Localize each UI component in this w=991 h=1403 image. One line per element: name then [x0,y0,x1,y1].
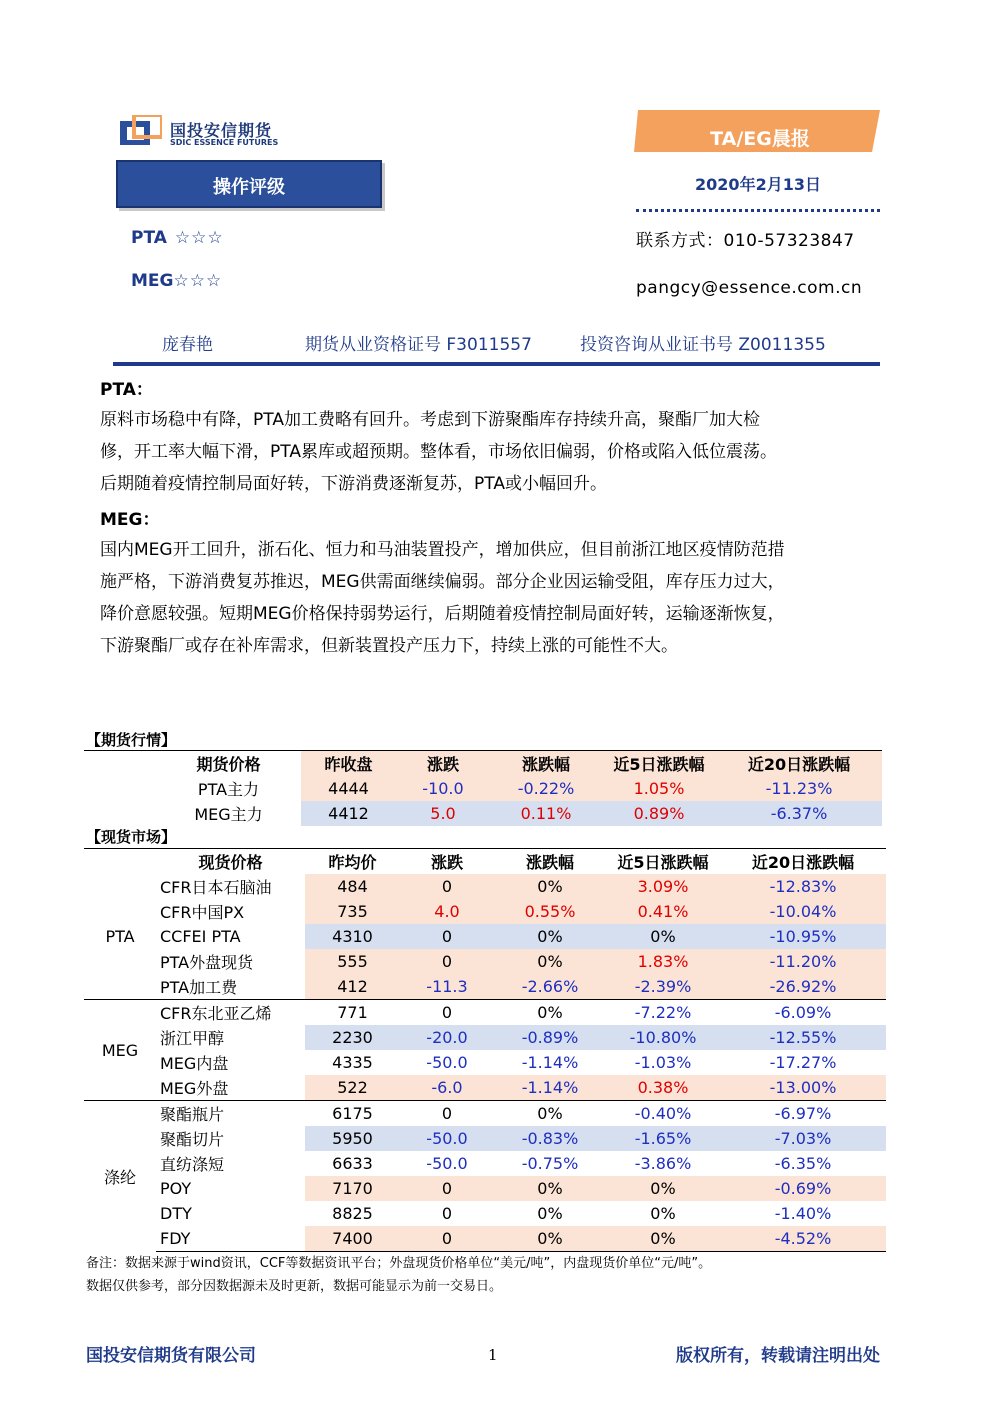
cell-pct: 0.11% [490,801,602,826]
meg-line: 下游聚酯厂或存在补库需求，但新装置投产压力下，持续上涨的可能性不大。 [100,636,678,656]
cell-chg: 4.0 [400,899,494,924]
cell-pct: -2.66% [494,974,606,1000]
spot-table [84,848,886,1252]
row-name: MEG外盘 [160,1079,229,1098]
cell-price: 7170 [305,1176,400,1201]
cell-d5: -2.39% [606,974,720,1000]
row-name: 直纺涤短 [160,1155,225,1174]
table-row [84,924,886,949]
footer-copyright: 版权所有，转载请注明出处 [676,1346,880,1366]
table-row [84,1075,886,1101]
cell-d5: 0% [606,1176,720,1201]
row-name: POY [160,1179,192,1198]
row-name: PTA外盘现货 [160,953,254,972]
header-cell: 近5日涨跌幅 [602,751,716,777]
note-line: 数据仅供参考，部分因数据源未及时更新，数据可能显示为前一交易日。 [86,1279,503,1294]
contact-email[interactable]: pangcy@essence.com.cn [636,278,863,298]
spot-label: 【现货市场】 [86,828,177,846]
cell-d20: -6.35% [774,1154,832,1173]
table-row [84,1025,886,1050]
cell-price: 412 [305,974,400,1000]
cell-chg: 5.0 [396,801,490,826]
row-name: 浙江甲醇 [160,1029,225,1048]
cell-pct: -0.83% [494,1126,606,1151]
pta-paragraph [100,404,890,500]
cell-d5: -10.80% [606,1025,720,1050]
cell-d20: -11.23% [716,776,882,801]
header-cell: 期货价格 [156,751,301,777]
cell-d5: -3.86% [634,1154,692,1173]
cell-close: 4444 [301,776,396,801]
cell-chg: 0 [400,924,494,949]
dotted-divider [636,209,880,212]
cell-d5: 3.09% [606,874,720,899]
company-name-cn: 国投安信期货 [170,121,273,140]
cell-price: 6175 [305,1101,400,1127]
header-cell: 涨跌 [400,849,494,875]
row-name: 聚酯切片 [160,1130,225,1149]
cell-d20: -11.20% [720,949,886,974]
cell-price: 7400 [305,1226,400,1252]
cell-pct: 0% [537,1204,563,1223]
table-row [84,1176,886,1201]
cell-price: 735 [305,899,400,924]
cell-pct: 0% [494,1226,606,1252]
cell-d5: 0.38% [606,1075,720,1101]
cell-d20: -12.83% [720,874,886,899]
cell-d5: -7.22% [606,1000,720,1026]
group-label: MEG [84,1000,156,1101]
cell-d5: 1.83% [606,949,720,974]
header-cell: 涨跌 [396,751,490,777]
cell-d5: -1.03% [634,1053,692,1072]
cell-chg: -50.0 [426,1053,468,1072]
meg-line: 降价意愿较强。短期MEG价格保持弱势运行，后期随着疫情控制局面好转，运输逐渐恢复， [100,604,785,624]
table-row [84,1101,886,1127]
cell-d20: -12.55% [720,1025,886,1050]
cell-d20: -6.09% [720,1000,886,1026]
cell-chg: 0 [400,1176,494,1201]
cell-chg: 0 [441,1204,453,1223]
row-name: CFR东北亚乙烯 [156,1000,305,1026]
table-row [84,1151,886,1176]
table-row [84,776,882,801]
cell-price: 484 [305,874,400,899]
cell-d5: 1.05% [602,776,716,801]
row-name: PTA加工费 [160,978,238,997]
cell-d5: -1.65% [606,1126,720,1151]
cell-pct: 0% [494,874,606,899]
cell-price: 6633 [332,1154,373,1173]
header-cell: 昨收盘 [301,751,396,777]
cell-pct: 0% [494,949,606,974]
cell-chg: 0 [400,1226,494,1252]
header-cell: 涨跌幅 [490,751,602,777]
cell-chg: 0 [400,1101,494,1127]
cell-chg: -20.0 [400,1025,494,1050]
cell-pct: 0% [494,1101,606,1127]
meg-line: 国内MEG开工回升，浙石化、恒力和马油装置投产，增加供应，但目前浙江地区疫情防范措 [100,540,785,560]
group-label: 涤纶 [84,1101,156,1252]
cell-chg: -11.3 [400,974,494,1000]
cell-chg: -10.0 [396,776,490,801]
cell-price: 555 [305,949,400,974]
cell-d20: -0.69% [720,1176,886,1201]
cell-chg: 0 [400,1000,494,1026]
cell-d5: -0.40% [606,1101,720,1127]
row-name: DTY [160,1204,192,1223]
table-row [84,801,882,826]
rating-pta-name: PTA [131,228,167,248]
contact-phone: 联系方式：010-57323847 [636,231,855,251]
row-name: CFR日本石脑油 [160,878,272,897]
cell-pct: 0% [494,1000,606,1026]
cell-d20: -10.95% [720,924,886,949]
note-line: 备注：数据来源于wind资讯，CCF等数据资讯平台；外盘现货价格单位“美元/吨”，内盘现货价单位“元/吨”。 [86,1256,712,1271]
investment-cert: 投资咨询从业证书号 Z0011355 [580,335,826,355]
rating-meg [131,271,222,291]
meg-line: 施严格，下游消费复苏推迟，MEG供需面继续偏弱。部分企业因运输受阻，库存压力过大， [100,572,785,592]
cell-pct: -1.14% [494,1075,606,1101]
table-row [84,1201,886,1226]
table-row [84,974,886,1000]
row-name: CFR中国PX [160,903,245,922]
footer-company: 国投安信期货有限公司 [86,1346,256,1366]
cell-pct: 0% [494,924,606,949]
table-row [84,949,886,974]
table-row [84,1050,886,1075]
cell-chg: 0 [400,874,494,899]
header-cell: 现货价格 [156,849,305,875]
cell-d20: -6.97% [720,1101,886,1127]
row-name: 聚酯瓶片 [156,1101,305,1127]
cell-price: 771 [305,1000,400,1026]
row-name: CCFEI PTA [160,927,241,946]
cell-price: 522 [305,1075,400,1101]
row-name: MEG主力 [194,805,263,824]
header-divider [113,362,880,366]
cell-d20: -13.00% [720,1075,886,1101]
cell-d20: -10.04% [720,899,886,924]
cell-chg: -6.0 [400,1075,494,1101]
cell-pct: 0% [494,1176,606,1201]
futures-table [84,750,882,826]
row-name: PTA主力 [197,780,260,799]
cell-d5: 0% [606,924,720,949]
cell-pct: -0.75% [521,1154,579,1173]
header-cell: 昨均价 [305,849,400,875]
cell-d20: -1.40% [774,1204,832,1223]
company-logo-icon [120,115,162,147]
cell-pct: -1.14% [521,1053,579,1072]
pta-line: 原料市场稳中有降，PTA加工费略有回升。考虑到下游聚酯库存持续升高，聚酯厂加大检 [100,410,760,430]
pta-heading: PTA： [100,380,153,400]
rating-meg-name: MEG [131,271,174,291]
header-cell: 近20日涨跌幅 [720,849,886,875]
cell-d20: -26.92% [720,974,886,1000]
cell-price: 4335 [332,1053,373,1072]
header-cell: 涨跌幅 [494,849,606,875]
meg-paragraph [100,534,890,662]
table-row [84,1126,886,1151]
cell-chg: -50.0 [426,1154,468,1173]
cell-d5: 0% [606,1226,720,1252]
spot-header-row [84,849,886,875]
cell-pct: 0.55% [494,899,606,924]
rating-pta [131,228,224,248]
cell-d5: 0.89% [602,801,716,826]
header-cell: 近5日涨跌幅 [606,849,720,875]
futures-header-row [84,751,882,777]
cell-d20: -7.03% [720,1126,886,1151]
table-row [84,874,886,899]
qualification-cert: 期货从业资格证号 F3011557 [305,335,532,355]
rating-meg-stars: ☆☆☆ [173,271,223,291]
table-row [84,1000,886,1026]
cell-pct: -0.22% [490,776,602,801]
cell-chg: 0 [400,949,494,974]
rating-title: 操作评级 [213,177,285,198]
table-row [84,1226,886,1252]
group-label: PTA [105,927,135,946]
cell-price: 5950 [305,1126,400,1151]
futures-label: 【期货行情】 [86,731,177,749]
cell-d5: 0.41% [606,899,720,924]
report-date: 2020年2月13日 [695,175,821,194]
cell-d20: -4.52% [720,1226,886,1252]
author-name: 庞春艳 [162,335,213,355]
cell-chg: -50.0 [400,1126,494,1151]
cell-pct: -0.89% [494,1025,606,1050]
cell-price: 4310 [305,924,400,949]
cell-d20: -6.37% [716,801,882,826]
cell-close: 4412 [301,801,396,826]
table-row [84,899,886,924]
row-name: MEG内盘 [160,1054,229,1073]
cell-price: 8825 [332,1204,373,1223]
report-title: TA/EG晨报 [710,128,810,150]
pta-line: 修，开工率大幅下滑，PTA累库或超预期。整体看，市场依旧偏弱，价格或陷入低位震荡。 [100,442,777,462]
page-number: 1 [488,1346,498,1364]
rating-pta-stars: ☆☆☆ [174,228,224,248]
cell-price: 2230 [305,1025,400,1050]
company-name-en: SDIC ESSENCE FUTURES [170,138,279,147]
pta-line: 后期随着疫情控制局面好转，下游消费逐渐复苏，PTA或小幅回升。 [100,474,607,494]
header-cell: 近20日涨跌幅 [716,751,882,777]
row-name: FDY [156,1226,305,1252]
cell-d5: 0% [650,1204,676,1223]
meg-heading: MEG： [100,510,160,530]
cell-d20: -17.27% [769,1053,837,1072]
